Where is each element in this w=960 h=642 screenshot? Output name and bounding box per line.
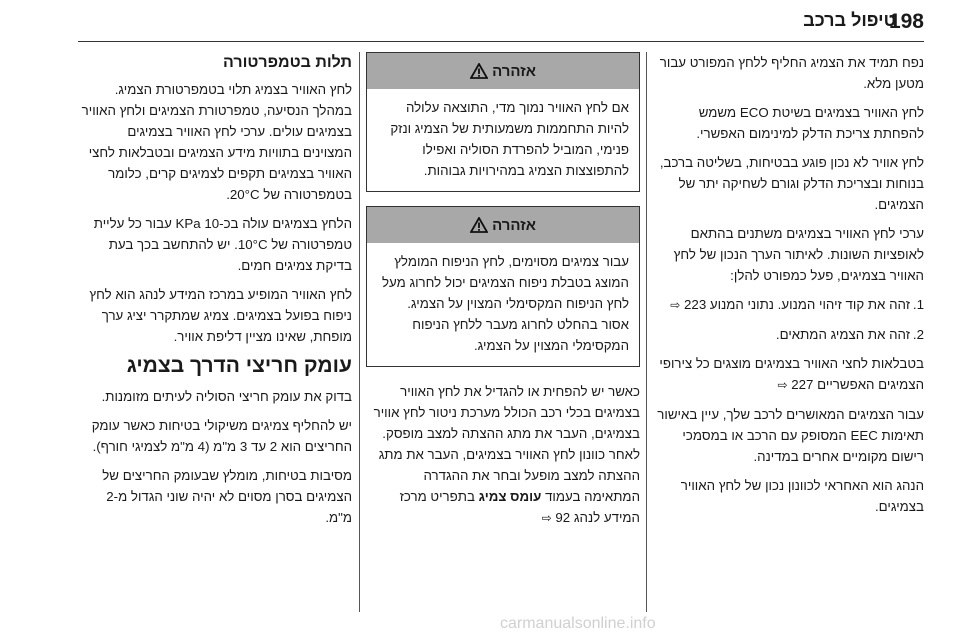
paragraph: הנהג הוא האחראי לכוונון נכון של לחץ האוויר בצמיגים.: [680, 478, 924, 514]
paragraph: עבור הצמיגים המאושרים לרכב שלך, עיין באישור תאימות EEC המסופק עם הרכב או במסמכי רישום מקומיים אחרים במדינה.: [657, 407, 924, 464]
paragraph: לחץ אוויר לא נכון פוגע בבטיחות, בשליטה ברכב, בנוחות ובצריכת הדלק וגורם לשחיקה יתר של הצמיגים.: [659, 155, 924, 212]
page-header: [0, 0, 960, 40]
section-title: טיפול ברכב: [803, 10, 896, 30]
cross-reference-icon[interactable]: ⇨: [541, 511, 552, 525]
paragraph: כאשר יש להפחית או להגדיל את לחץ האוויר בצמיגים בכלי רכב הכולל מערכת ניטור לחץ אוויר בצמיגים, העבר את מתג ההצתה למצב מופסק. לאחר כוונון לחץ האוויר בצמיגים, העבר את מתג ההצתה למצב מופעל ובחר את ההגדרה המתאימה בעמוד עומס צמיג בתפריט מרכז המידע לנהג 92 ⇨: [373, 384, 640, 525]
warning-text: אם לחץ האוויר נמוך מדי, התוצאה עלולה להיות התחממות משמעותית של הצמיג ונזק פנימי, המוביל להפרדת הסוליה ואפילו להתפוצצות הצמיג במהירויות גבוהות.: [390, 100, 629, 178]
paragraph: בטבלאות לחצי האוויר בצמיגים מוצגים כל צירופי הצמיגים האפשריים 227 ⇨: [659, 356, 924, 392]
paragraph: לחץ האוויר בצמיגים בשיטת ECO משמש להפחתת צריכת הדלק למינימום האפשרי.: [696, 105, 924, 141]
right-column: [652, 52, 924, 525]
paragraph: הלחץ בצמיגים עולה בכ-10 KPa עבור כל עליית טמפרטורה של ‎10°C. יש להתחשב בכך בעת בדיקת צמיגים חמים.: [93, 216, 352, 273]
warning-title: אזהרה: [492, 62, 536, 80]
page-number: 198: [888, 10, 924, 33]
paragraph: לחץ האוויר בצמיג תלוי בטמפרטורת הצמיג. במהלך הנסיעה, טמפרטורת הצמיגים ולחץ האוויר בצמיגים עולים. ערכי לחץ האוויר בצמיגים המצוינים בתוויות מידע הצמיגים ובטבלאות לחצי האוויר בצמיגים תקפים לצמיגים קרים, כלומר בטמפרטורה של ‎20°C.: [81, 82, 352, 202]
subsection-heading: תלות בטמפרטורה: [223, 54, 352, 71]
paragraph: מסיבות בטיחות, מומלץ שבעומק החריצים של הצמיגים בסרן מסוים לא יהיה שוני הגדול מ-2 מ"מ.: [102, 468, 352, 525]
paragraph: לחץ האוויר המופיע במרכז המידע לנהג הוא לחץ ניפוח בפועל בצמיגים. צמיג שמתקרר יציג ערך מופחת, שאינו מציין דליפת אוויר.: [89, 287, 352, 344]
list-text: זהה את הצמיג המתאים.: [775, 327, 910, 342]
header-rule: [78, 41, 924, 42]
warning-triangle-icon: [470, 63, 488, 79]
list-item: [652, 294, 924, 316]
warning-text: עבור צמיגים מסוימים, לחץ הניפוח המומלץ המוצג בטבלת ניפוח הצמיגים יכול לחרוג מעל לחץ הניפוח המקסימלי המצוין על הצמיג. אסור בהחלט לחרוג מעבר ללחץ הניפוח המקסימלי המצוין על הצמיג.: [381, 254, 629, 353]
left-column: [78, 52, 352, 536]
middle-column: [366, 52, 640, 537]
cross-reference-icon[interactable]: ⇨: [777, 378, 788, 392]
list-item: [652, 324, 924, 345]
watermark: carmanualsonline.info: [500, 615, 656, 632]
warning-box: [366, 206, 640, 367]
list-text: זהה את קוד זיהוי המנוע. נתוני המנוע 223: [684, 297, 910, 312]
menu-term: עומס צמיג: [478, 489, 542, 504]
warning-header: [367, 53, 639, 89]
paragraph: יש להחליף צמיגים משיקולי בטיחות כאשר עומק החריצים הוא 2 עד 3 מ"מ (4 מ"מ לצמיגי חורף).: [91, 418, 352, 454]
paragraph: בדוק את עומק חריצי הסוליה לעיתים מזומנות.: [101, 389, 352, 404]
paragraph: נפח תמיד את הצמיג החליף ללחץ המפורט עבור מטען מלא.: [659, 55, 924, 91]
warning-box: [366, 52, 640, 192]
warning-header: [367, 207, 639, 243]
warning-triangle-icon: [470, 217, 488, 233]
column-divider: [359, 52, 360, 612]
column-divider: [646, 52, 647, 612]
section-heading: עומק חריצי הדרך בצמיג: [126, 354, 352, 377]
cross-reference-icon[interactable]: ⇨: [670, 298, 681, 312]
paragraph: ערכי לחץ האוויר בצמיגים משתנים בהתאם לאופציות השונות. לאיתור הערך הנכון של לחץ האוויר בצמיגים, פעל כמפורט להלן:: [673, 226, 924, 283]
warning-title: אזהרה: [492, 216, 536, 234]
list-number: 1.: [912, 297, 924, 312]
list-number: 2.: [912, 327, 924, 342]
